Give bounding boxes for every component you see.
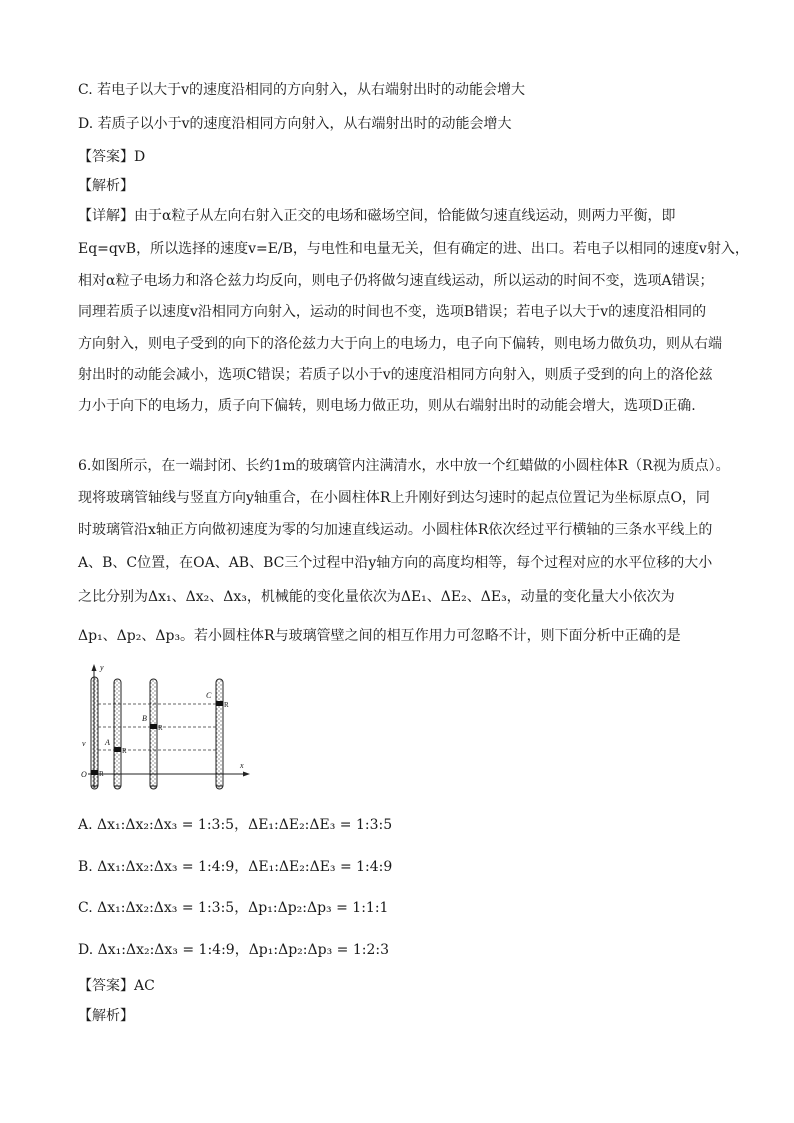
option-a: A. Δx₁:Δx₂:Δx₃ = 1:3:5，ΔE₁:ΔE₂:ΔE₃ = 1:3:5: [78, 817, 393, 833]
stem-line: 6.如图所示，在一端封闭、长约1m的玻璃管内注满清水，水中放一个红蜡做的小圆柱体R（R视为质点）。: [78, 458, 730, 474]
r-label: R: [158, 724, 163, 732]
glass-tube-figure: [78, 662, 250, 794]
analysis-heading-q6: 【解析】: [78, 1008, 134, 1024]
stem-line: A、B、C位置，在OA、AB、BC三个过程中沿y轴方向的高度均相等，每个过程对应的水平位移的大小: [78, 555, 713, 571]
origin-label: O: [81, 770, 87, 779]
point-a-label: A: [105, 738, 110, 747]
stem-line: 现将玻璃管轴线与竖直方向y轴重合，在小圆柱体R上升刚好到达匀速时的起点位置记为坐标原点O，同: [78, 490, 710, 506]
analysis-line: 【详解】由于α粒子从左向右射入正交的电场和磁场空间，恰能做匀速直线运动，则两力平衡，即: [78, 208, 676, 224]
r-label: R: [224, 701, 229, 709]
answer-label: 【答案】D: [78, 149, 146, 165]
axis-y-label: y: [100, 663, 104, 672]
axis-x-label: x: [240, 761, 244, 770]
option-d-text: D. 若质子以小于v的速度沿相同方向射入，从右端射出时的动能会增大: [78, 116, 512, 132]
velocity-label: v: [82, 739, 86, 748]
analysis-line: 相对α粒子电场力和洛仑兹力均反向，则电子仍将做匀速直线运动，所以运动的时间不变，选项A错误；: [78, 273, 714, 289]
analysis-line: 射出时的动能会减小，选项C错误；若质子以小于v的速度沿相同方向射入，则质子受到的向上的洛伦兹: [78, 367, 713, 383]
r-label: R: [99, 770, 104, 778]
r-label: R: [122, 747, 127, 755]
point-c-label: C: [206, 691, 212, 700]
answer-label-q6: 【答案】AC: [78, 978, 155, 994]
stem-line: Δp₁、Δp₂、Δp₃。若小圆柱体R与玻璃管壁之间的相互作用力可忽略不计，则下面分析中正确的是: [78, 628, 681, 644]
analysis-line: Eq=qvB，所以选择的速度v=E/B，与电性和电量无关，但有确定的进、出口。若电子以相同的速度v射入，: [78, 241, 749, 257]
option-d: D. Δx₁:Δx₂:Δx₃ = 1:4:9，Δp₁:Δp₂:Δp₃ = 1:2:3: [78, 942, 389, 958]
analysis-line: 方向射入，则电子受到的向下的洛伦兹力大于向上的电场力，电子向下偏转，则电场力做负功，则从右端: [78, 336, 722, 352]
stem-line: 时玻璃管沿x轴正方向做初速度为零的匀加速直线运动。小圆柱体R依次经过平行横轴的三条水平线上的: [78, 522, 713, 538]
option-c: C. Δx₁:Δx₂:Δx₃ = 1:3:5，Δp₁:Δp₂:Δp₃ = 1:1:1: [78, 900, 389, 916]
analysis-line: 力小于向下的电场力，质子向下偏转，则电场力做正功，则从右端射出时的动能会增大，选项D正确.: [78, 398, 696, 414]
stem-line: 之比分别为Δx₁、Δx₂、Δx₃，机械能的变化量依次为ΔE₁、ΔE₂、ΔE₃，动量的变化量大小依次为: [78, 589, 675, 605]
analysis-heading: 【解析】: [78, 178, 134, 194]
option-b: B. Δx₁:Δx₂:Δx₃ = 1:4:9，ΔE₁:ΔE₂:ΔE₃ = 1:4:9: [78, 859, 393, 875]
point-b-label: B: [142, 714, 147, 723]
analysis-line: 同理若质子以速度v沿相同方向射入，运动的时间也不变，选项B错误；若电子以大于v的速度沿相同的: [78, 304, 707, 320]
option-c-text: C. 若电子以大于v的速度沿相同的方向射入，从右端射出时的动能会增大: [78, 82, 526, 98]
